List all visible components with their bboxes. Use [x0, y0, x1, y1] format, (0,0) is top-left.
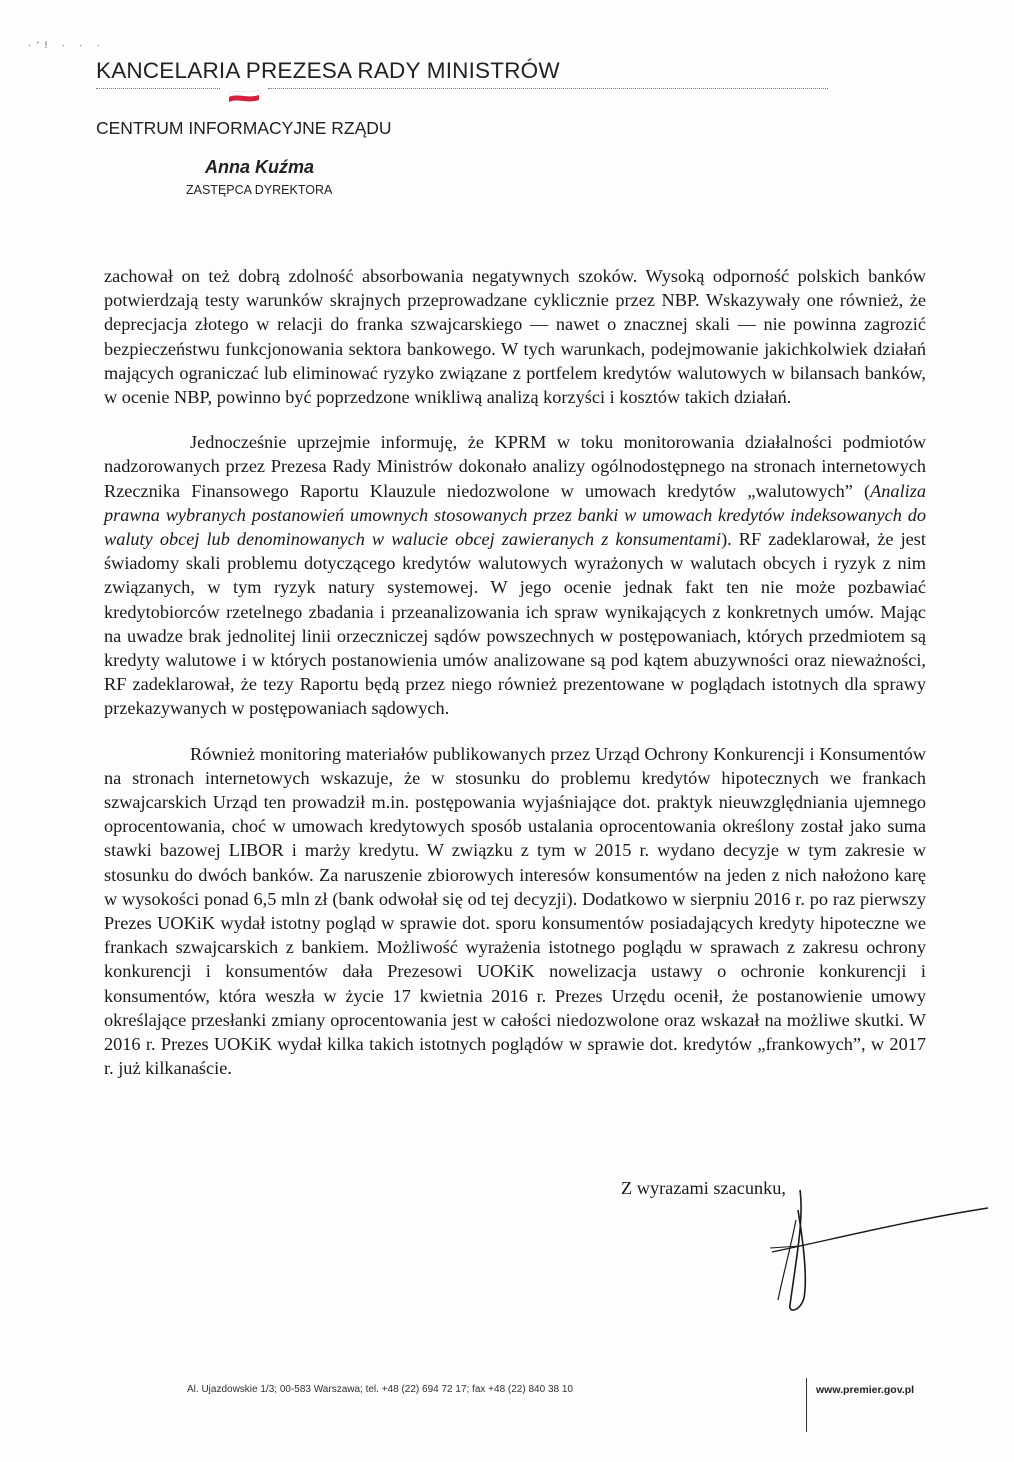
paragraph-3: Również monitoring materiałów publikowanych przez Urząd Ochrony Konkurencji i Konsumentów na stronach internetowych wskazuje, że w stosunku do problemu kredytów hipotecznych we frankach szwajcarskich Urząd ten prowadził m.in. postępowania wyjaśniające dot. praktyk nieuwzględniania ujemnego oprocentowania, choć w umowach kredytowych sposób ustalania oprocentowania określony został jako suma stawki bazowej LIBOR i marży kredytu. W związku z tym w 2015 r. wydano decyzje w tym zakresie w stosunku do dwóch banków. Za naruszenie zbiorowych interesów konsumentów na jeden z nich nałożono karę w wysokości ponad 6,5 mln zł (bank odwołał się od tej decyzji). Dodatkowo w sierpniu 2016 r. po raz pierwszy Prezes UOKiK wydał istotny pogląd w sprawie dot. sporu konsumentów posiadających kredyty hipoteczne we frankach szwajcarskich z bankiem. Możliwość wyrażenia istotnego poglądu w sprawach z zakresu ochrony konkurencji i konsumentów dała Prezesowi UOKiK nowelizacja ustawy o ochronie konkurencji i konsumentów, która weszła w życie 17 kwietnia 2016 r. Prezes Urzędu ocenił, że postanowienie umowy określające przesłanki zmiany oprocentowania jest w całości niedozwolone oraz wskazał na możliwe skutki. W 2016 r. Prezes UOKiK wydał kilka takich istotnych poglądów w sprawie dot. kredytów „frankowych”, w 2017 r. już kilkanaście.	[104, 743, 926, 1079]
paragraph-2-report-subtitle: Analiza prawna wybranych postanowień umownych stosowanych przez banki w umowach kredytów indeksowanych do waluty obcej lub denominowanych w walucie obcej zawieranych z konsumentami	[104, 480, 926, 550]
letter-body	[104, 264, 926, 1102]
signatory-name: Anna Kuźma	[205, 157, 315, 177]
scan-artifact-marks: ·'! · · ·	[28, 40, 106, 50]
paragraph-1: zachował on też dobrą zdolność absorbowania negatywnych szoków. Wysoką odporność polskich banków potwierdzają testy warunków skrajnych przeprowadzane cyklicznie przez NBP. Wskazywały one również, że deprecjacja złotego w relacji do franka szwajcarskiego — nawet o znacznej skali — nie powinna zagrozić bezpieczeństwu funkcjonowania sektora bankowego. W tych warunkach, podejmowanie jakichkolwiek działań mających ograniczać lub eliminować ryzyko związane z portfelem kredytów walutowych w bilansach banków, w ocenie NBP, powinno być poprzedzone wnikliwą analizą korzyści i kosztów takich działań.	[104, 266, 926, 408]
paragraph-2-text-end: ). RF zadeklarował, że jest świadomy skali problemu dotyczącego kredytów walutowych wyrażonych w walutach obcych i ryzyk z nim związanych, w tym ryzyk natury systemowej. W jego ocenie jednak fakt ten nie może pozbawiać kredytobiorców rzetelnego zbadania i przeanalizowania ich spraw wynikających z konkretnych umów. Mając na uwadze brak jednolitej linii orzeczniczej sądów powszechnych w postępowaniach, których przedmiotem są kredyty walutowe i w których postanowienia umów analizowane są pod kątem abuzywności oraz nieważności, RF zadeklarował, że tezy Raportu będą przez niego również prezentowane w poglądach istotnych dla sprawy przekazywanych w postępowaniach sądowych.	[104, 529, 926, 719]
closing-salutation: Z wyrazami szacunku,	[621, 1178, 786, 1198]
header-rule-right	[268, 88, 828, 89]
footer-divider	[806, 1378, 807, 1432]
footer-address: Al. Ujazdowskie 1/3; 00-583 Warszawa; tel. +48 (22) 694 72 17; fax +48 (22) 840 38 10	[187, 1384, 573, 1395]
header-rule-left	[96, 88, 220, 89]
signatory-role: ZASTĘPCA DYREKTORA	[186, 183, 333, 197]
paragraph-2-text-start: Jednocześnie uprzejmie informuję, że KPRM w toku monitorowania działalności podmiotów nadzorowanych przez Prezesa Rady Ministrów dokonało analizy ogólnodostępnego na stronach internetowych Rzecznika Finansowego Raportu Klauzule niedozwolone w umowach kredytów „walutowych” (	[104, 432, 926, 501]
handwritten-signature	[760, 1180, 1000, 1320]
organization-title: KANCELARIA PREZESA RADY MINISTRÓW	[96, 58, 560, 83]
polish-flag-icon	[226, 84, 262, 108]
department-title: CENTRUM INFORMACYJNE RZĄDU	[96, 118, 392, 138]
paragraph-2	[104, 430, 926, 720]
footer-website: www.premier.gov.pl	[816, 1384, 915, 1396]
